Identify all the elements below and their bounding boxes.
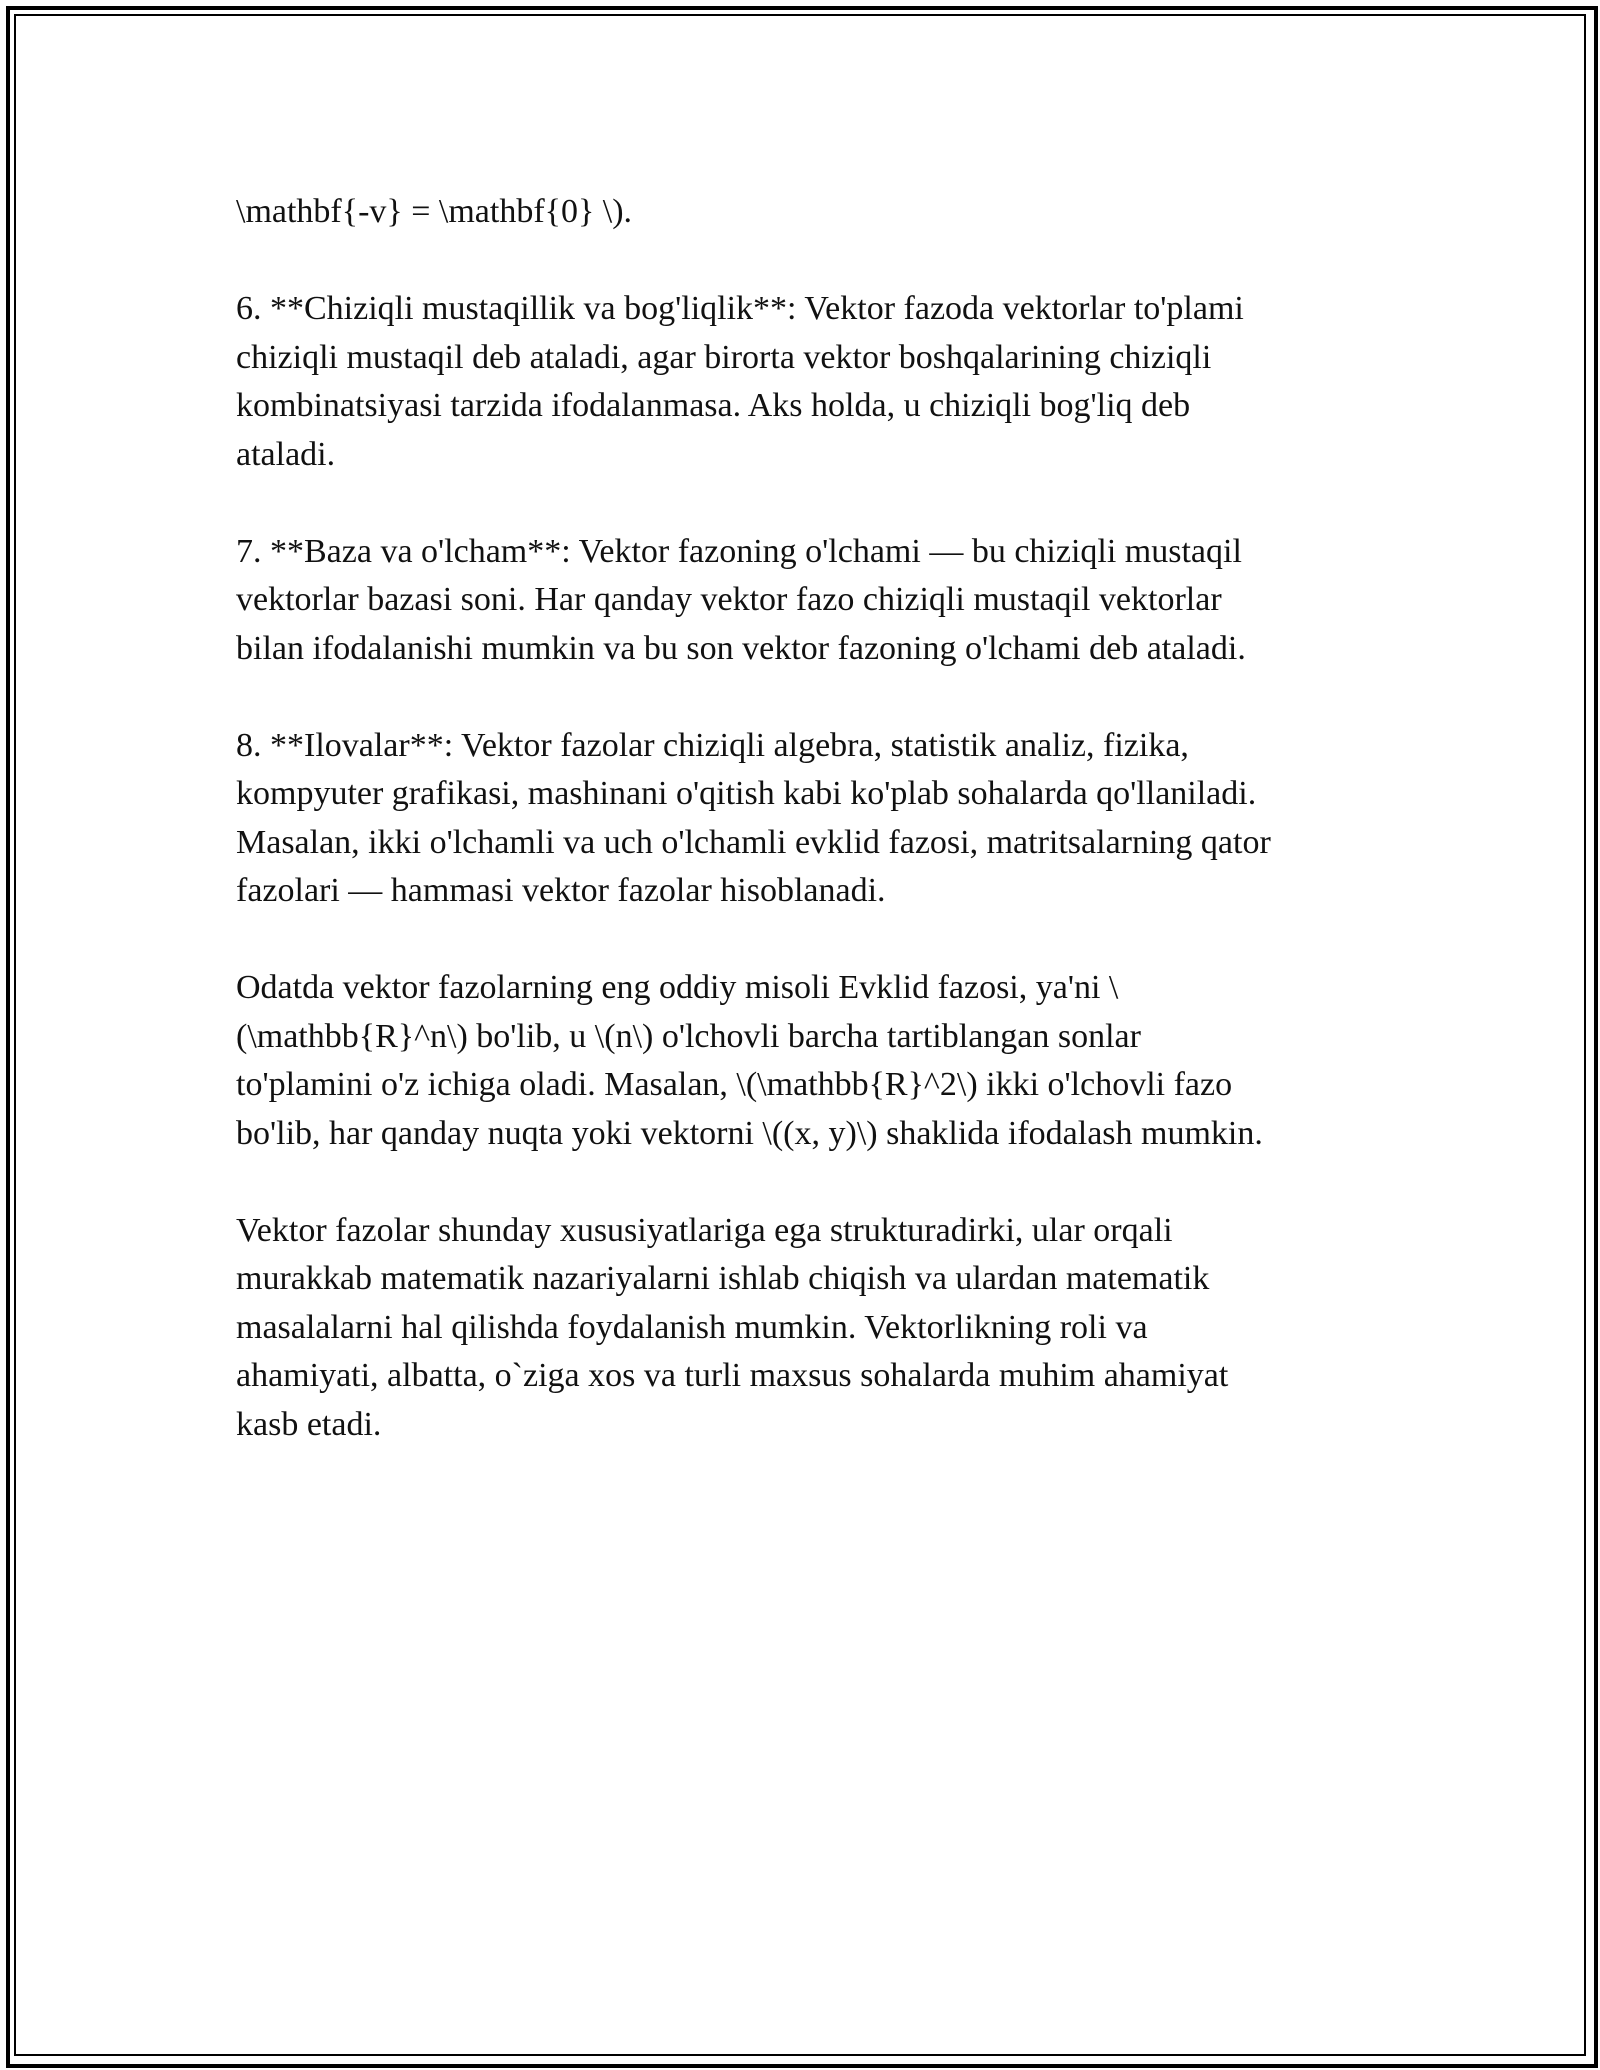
paragraph-euclid-example [236, 964, 1366, 1158]
paragraph-item-6 [236, 285, 1366, 479]
text-line: kasb etadi. [236, 1405, 382, 1443]
text-line: kombinatsiyasi tarzida ifodalanmasa. Aks holda, u chiziqli bog'liq deb [236, 387, 1191, 424]
text-line: bilan ifodalanishi mumkin va bu son vektor fazoning o'lchami deb ataladi. [236, 629, 1246, 667]
text-line: chiziqli mustaqil deb ataladi, agar birorta vektor boshqalarining chiziqli [236, 338, 1212, 376]
text-line: ahamiyati, albatta, o`ziga xos va turli maxsus sohalarda muhim ahamiyat [236, 1357, 1229, 1394]
document-body [236, 188, 1366, 1498]
paragraph-conclusion [236, 1207, 1366, 1450]
text-line: masalalarni hal qilishda foydalanish mumkin. Vektorlikning roli va [236, 1308, 1148, 1346]
paragraph-item-8 [236, 722, 1366, 916]
text-line: \mathbf{-v} = \mathbf{0} \). [236, 193, 633, 230]
text-line: Vektor fazolar shunday xususiyatlariga ega strukturadirki, ular orqali [236, 1211, 1173, 1249]
paragraph-item-7 [236, 528, 1366, 674]
text-line: to'plamini o'z ichiga oladi. Masalan, \(\mathbb{R}^2\) ikki o'lchovli fazo [236, 1066, 1233, 1103]
text-line: 7. **Baza va o'lcham**: Vektor fazoning o'lchami — bu chiziqli mustaqil [236, 532, 1242, 570]
text-line: ataladi. [236, 435, 336, 473]
text-line: 6. **Chiziqli mustaqillik va bog'liqlik**: Vektor fazoda vektorlar to'plami [236, 290, 1244, 327]
text-line: murakkab matematik nazariyalarni ishlab chiqish va ulardan matematik [236, 1260, 1210, 1297]
paragraph-formula-continuation [236, 188, 1366, 237]
text-line: Masalan, ikki o'lchamli va uch o'lchamli evklid fazosi, matritsalarning qator [236, 823, 1271, 861]
text-line: (\mathbb{R}^n\) bo'lib, u \(n\) o'lchovli barcha tartiblangan sonlar [236, 1017, 1141, 1055]
text-line: 8. **Ilovalar**: Vektor fazolar chiziqli algebra, statistik analiz, fizika, [236, 726, 1189, 764]
text-line: bo'lib, har qanday nuqta yoki vektorni \((x, y)\) shaklida ifodalash mumkin. [236, 1114, 1263, 1152]
text-line: vektorlar bazasi soni. Har qanday vektor fazo chiziqli mustaqil vektorlar [236, 581, 1222, 618]
text-line: Odatda vektor fazolarning eng oddiy misoli Evklid fazosi, ya'ni \ [236, 969, 1119, 1006]
text-line: kompyuter grafikasi, mashinani o'qitish kabi ko'plab sohalarda qo'llaniladi. [236, 775, 1257, 812]
text-line: fazolari — hammasi vektor fazolar hisoblanadi. [236, 872, 886, 909]
